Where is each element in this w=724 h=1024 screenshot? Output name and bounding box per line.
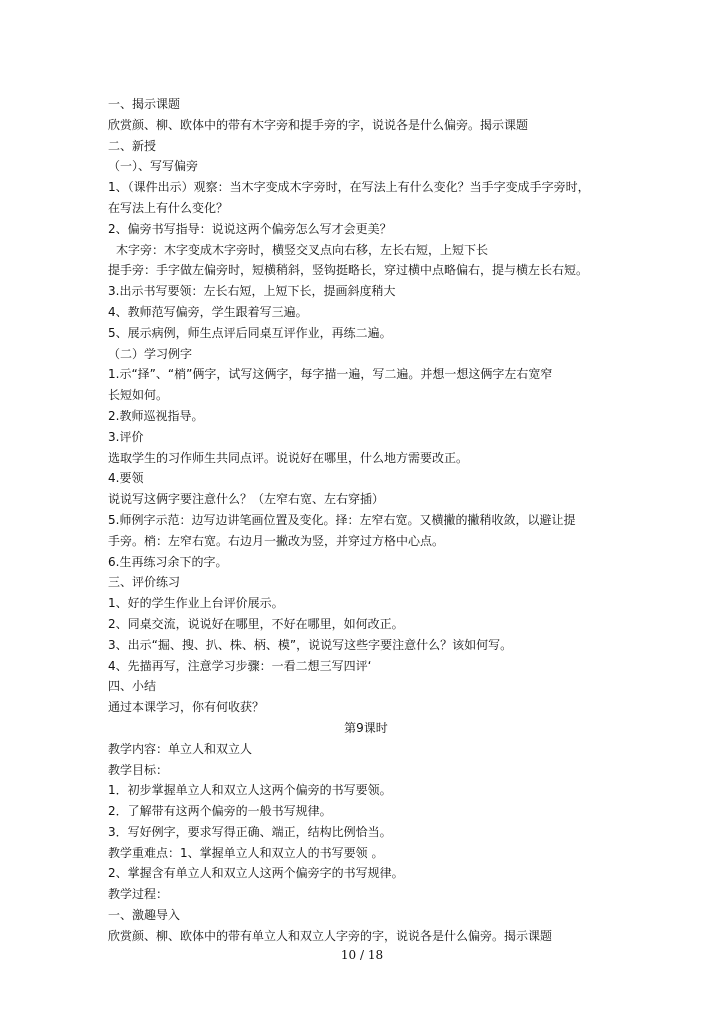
paragraph: 教学重难点：1、掌握单立人和双立人的书写要领 。 xyxy=(108,845,384,860)
paragraph: 木字旁：木字变成木字旁时，横竖交叉点向右移，左长右短，上短下长 xyxy=(116,242,489,257)
paragraph: 4、先描再写，注意学习步骤：一看二想三写四评‘ xyxy=(108,658,372,673)
paragraph: 3．写好例字，要求写得正确、端正，结构比例恰当。 xyxy=(108,824,392,839)
section-heading-summary: 四、小结 xyxy=(108,679,157,694)
section-heading-evaluation-practice: 三、评价练习 xyxy=(108,575,181,590)
paragraph: 长短如何。 xyxy=(108,388,169,403)
paragraph: 5.师例字示范：边写边讲笔画位置及变化。择：左窄右宽。又横撇的撇稍收敛，以避让提 xyxy=(108,512,576,527)
paragraph: 2.教师巡视指导。 xyxy=(108,408,204,423)
subsection-heading: （一）、写写偏旁 xyxy=(108,159,199,174)
paragraph: 选取学生的习作师生共同点评。说说好在哪里，什么地方需要改正。 xyxy=(108,450,469,465)
paragraph: 1、好的学生作业上台评价展示。 xyxy=(108,596,284,611)
paragraph: 1、（课件出示）观察：当木字变成木字旁时，在写法上有什么变化？当手字变成手字旁时， xyxy=(108,180,590,195)
paragraph: 1．初步掌握单立人和双立人这两个偏旁的书写要领。 xyxy=(108,783,392,798)
paragraph: 5、展示病例，师生点评后同桌互评作业，再练二遍。 xyxy=(108,325,392,340)
paragraph: 2、掌握含有单立人和双立人这两个偏旁字的书写规律。 xyxy=(108,866,404,881)
paragraph: 说说写这俩字要注意什么？（左窄右宽、左右穿插） xyxy=(108,492,385,507)
paragraph: 4.要领 xyxy=(108,471,144,486)
paragraph: 教学目标： xyxy=(108,762,169,777)
paragraph: 提手旁：手字做左偏旁时，短横稍斜，竖钩挺略长，穿过横中点略偏右，提与横左长右短。 xyxy=(108,263,589,278)
paragraph: 教学过程： xyxy=(108,887,169,902)
paragraph: 3、出示“掘、搜、扒、株、柄、模”，说说写这些字要注意什么？该如何写。 xyxy=(108,637,513,652)
paragraph: 欣赏颜、柳、欧体中的带有单立人和双立人字旁的字，说说各是什么偏旁。揭示课题 xyxy=(108,928,553,943)
paragraph: 4、教师范写偏旁，学生跟着写三遍。 xyxy=(108,304,308,319)
document-body xyxy=(108,94,624,947)
paragraph: 教学内容：单立人和双立人 xyxy=(108,741,253,756)
paragraph: 通过本课学习，你有何收获？ xyxy=(108,700,265,715)
section-heading-intro: 一、激趣导入 xyxy=(108,908,181,923)
paragraph: 6.生再练习余下的字。 xyxy=(108,554,228,569)
paragraph: 2、同桌交流，说说好在哪里，不好在哪里，如何改正。 xyxy=(108,616,404,631)
paragraph: 1.示“择”、“梢”俩字，试写这俩字，每字描一遍，写二遍。并想一想这俩字左右宽窄 xyxy=(108,367,553,382)
section-heading-reveal-topic: 一、揭示课题 xyxy=(108,97,181,111)
paragraph: 3.出示书写要领：左长右短，上短下长，提画斜度稍大 xyxy=(108,284,396,299)
paragraph: 在写法上有什么变化？ xyxy=(108,200,229,215)
lesson-title: 第9课时 xyxy=(344,720,388,735)
subsection-heading: （二）学习例字 xyxy=(108,346,193,361)
page-number: 10 / 18 xyxy=(340,948,384,962)
paragraph: 手旁。梢：左窄右宽。右边月一撇改为竖，并穿过方格中心点。 xyxy=(108,533,445,548)
paragraph: 欣赏颜、柳、欧体中的带有木字旁和提手旁的字，说说各是什么偏旁。揭示课题 xyxy=(108,117,529,132)
section-heading-new-lesson: 二、新授 xyxy=(108,138,157,153)
paragraph: 2、偏旁书写指导：说说这两个偏旁怎么写才会更美？ xyxy=(108,221,392,236)
paragraph: 2．了解带有这两个偏旁的一般书写规律。 xyxy=(108,804,332,819)
paragraph: 3.评价 xyxy=(108,429,144,444)
